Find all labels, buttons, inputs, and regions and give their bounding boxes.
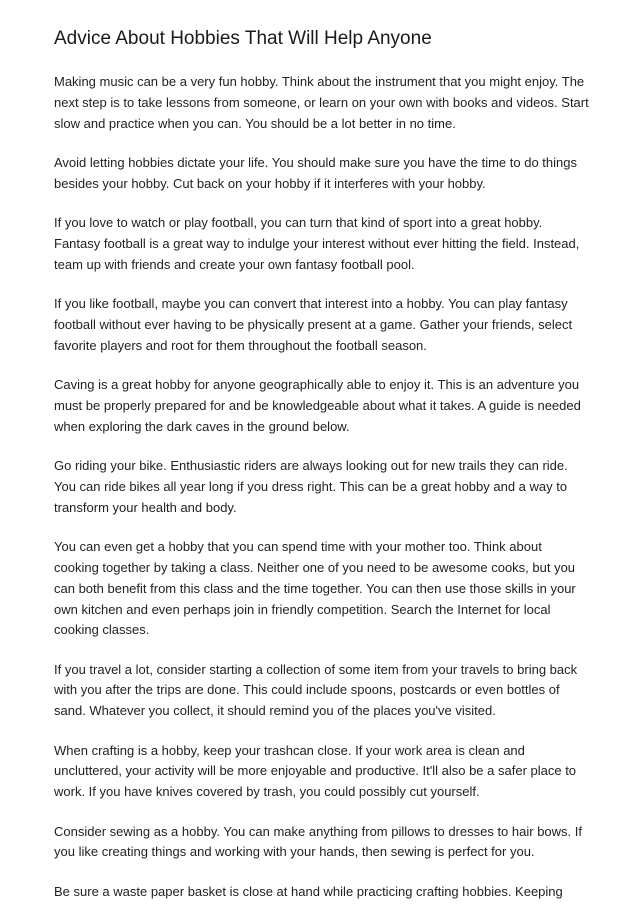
document-title: Advice About Hobbies That Will Help Anyone (54, 28, 432, 49)
paragraph-caving: Caving is a great hobby for anyone geographically able to enjoy it. This is an adventure you must be properly prepared for and be knowledgeable about what it takes. A guide is needed when exploring the dark caves in the ground below. (54, 377, 581, 434)
paragraph-travel: If you travel a lot, consider starting a collection of some item from your travels to bring back with you after the trips are done. This could include spoons, postcards or even bottles of sand. Whatever you collect, it should remind you of the places you've visited. (54, 661, 578, 719)
paragraph-hobbies-life: Avoid letting hobbies dictate your life. You should make sure you have the time to do things besides your hobby. Cut back on your hobby if it interferes with your hobby. (54, 154, 577, 191)
paragraph-bike: Go riding your bike. Enthusiastic riders are always looking out for new trails they can ride. You can ride bikes all year long if you dress right. This can be a great hobby and a way to transform your health and body. (54, 458, 568, 515)
paragraph-sewing: Consider sewing as a hobby. You can make anything from pillows to dresses to hair bows. If you like creating things and working with your hands, then sewing is perfect for you. (54, 823, 582, 860)
paragraph-waste-basket: Be sure a waste paper basket is close at hand while practicing crafting hobbies. Keeping (54, 883, 563, 899)
paragraph-cooking: You can even get a hobby that you can spend time with your mother too. Think about cooking together by taking a class. Neither one of you need to be awesome cooks, but you can both benefit from this class and the time together. You can then use those skills in your own kitchen and even perhaps join in friendly competition. Search the Internet for local cooking classes. (54, 539, 576, 638)
document-page (54, 26, 596, 921)
paragraph-music: Making music can be a very fun hobby. Think about the instrument that you might enjoy. The next step is to take lessons from someone, or learn on your own with books and videos. Start slow and practice when you can. You should be a lot better in no time. (54, 74, 589, 131)
paragraph-crafting: When crafting is a hobby, keep your trashcan close. If your work area is clean and uncluttered, your activity will be more enjoyable and productive. It'll also be a safer place to work. If you have knives covered by trash, you could possibly cut yourself. (54, 742, 577, 800)
paragraph-football-sport: If you love to watch or play football, you can turn that kind of sport into a great hobby. Fantasy football is a great way to indulge your interest without ever hitting the field. Instead, team up with friends and create your own fantasy football pool. (54, 215, 580, 272)
paragraph-fantasy-football: If you like football, maybe you can convert that interest into a hobby. You can play fantasy football without ever having to be physically present at a game. Gather your friends, select favorite players and root for them throughout the football season. (54, 296, 573, 353)
